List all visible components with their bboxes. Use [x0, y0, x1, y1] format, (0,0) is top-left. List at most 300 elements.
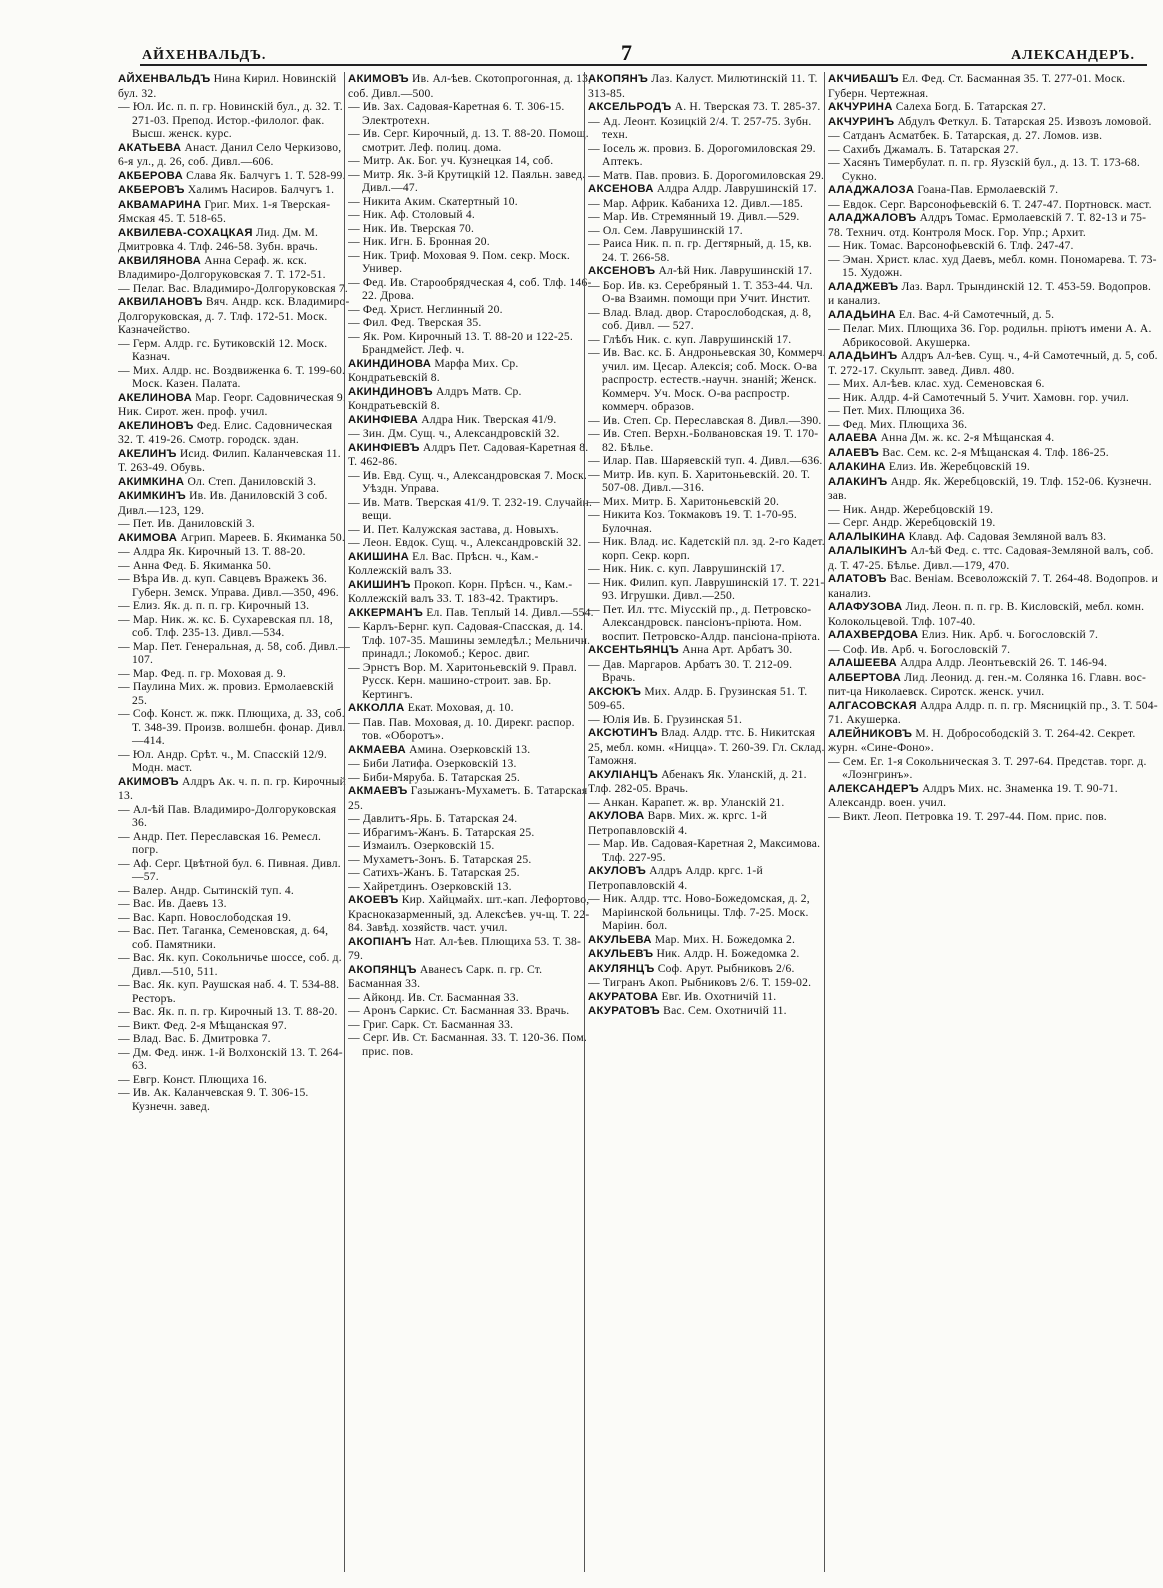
entry-sub-item: — Анкан. Карапет. ж. вр. Уланскій 21. [588, 796, 828, 810]
entry-sub-item: — Пав. Пав. Моховая, д. 10. Дирекг. распор. тов. «Оборотъ». [348, 716, 594, 743]
entry-sub-item: — Фил. Фед. Тверская 35. [348, 316, 594, 330]
directory-entry [118, 447, 350, 475]
directory-entry [828, 544, 1160, 572]
entry-details: Андр. Як. Жеребцовскій, 19. Тлф. 152-06. Кузнечн. зав. [828, 474, 1152, 502]
entry-details: Влад. Алдр. ттс. Б. Никитская 25, мебл. комн. «Ницца». Т. 260-39. Гл. Склад. Таможня. [588, 726, 825, 767]
directory-entry [828, 600, 1160, 628]
entry-details: Алдръ Матв. Ср. Кондратьевскій 8. [348, 384, 522, 412]
entry-surname: АЛАТОВЪ [828, 573, 887, 585]
entry-surname: АКИМОВА [118, 531, 178, 544]
directory-entry [828, 530, 1160, 545]
entry-details: Алдра Алдр. Леонтьевскій 26. Т. 146-94. [900, 656, 1108, 669]
directory-entry [588, 100, 828, 182]
entry-details: Нина Кирил. Новинскій бул. 32. [118, 72, 337, 100]
entry-sub-item: — Дм. Фед. инж. 1-й Волхонскій 13. Т. 264-63. [118, 1046, 350, 1073]
directory-entry [118, 489, 350, 531]
entry-surname: АЛАХВЕРДОВА [828, 629, 919, 641]
entry-sub-item: — Андр. Пет. Переславская 16. Ремесл. погр. [118, 830, 350, 857]
entry-sub-item: — Фед. Ив. Старообрядческая 4, соб. Тлф. 146-22. Дрова. [348, 276, 594, 303]
entry-sub-item: — Юлія Ив. Б. Грузинская 51. [588, 713, 828, 727]
entry-sub-item: — Мар. Ив. Стремянный 19. Дивл.—529. [588, 210, 828, 224]
entry-sub-item: — Ив. Вас. кс. Б. Андроньевская 30, Коммерч. учил. им. Цесар. Алексія; соб. Моск. О-ва распростр. естеств.-научн. знаній; Женск. Коммерч. Уч. Моск. О-ва распростр. коммерч. образов. [588, 346, 828, 414]
entry-sub-item: — Эман. Христ. клас. худ Даевъ, мебл. комн. Пономарева. Т. 73-15. Художн. [828, 253, 1160, 280]
entry-sub-item: — Ник. Триф. Моховая 9. Пом. секр. Моск. Универ. [348, 249, 594, 276]
entry-sub-item: — Сахибъ Джамалъ. Б. Татарская 27. [828, 143, 1160, 157]
entry-details: Елиз. Ив. Жеребцовскій 19. [888, 460, 1031, 473]
entry-surname: АКУЛЬЕВА [588, 933, 652, 946]
entry-surname: АЛАКИНЪ [828, 475, 888, 488]
entry-sub-item: — Пелаг. Вас. Владимиро-Долгоруковская 7. [118, 282, 350, 296]
entry-sub-item: — Тигранъ Акоп. Рыбниковъ 2/6. Т. 159-02. [588, 976, 828, 990]
running-head-right: АЛЕКСАНДЕРЪ. [1011, 48, 1135, 63]
entry-sub-item: — Викт. Леоп. Петровка 19. Т. 297-44. Пом. прис. пов. [828, 810, 1160, 824]
entry-sub-item: — Матв. Пав. провиз. Б. Дорогомиловская 29. [588, 169, 828, 183]
entry-sub-item: — Серг. Ив. Ст. Басманная. 33. Т. 120-36. Пом. прис. пов. [348, 1031, 594, 1058]
entry-sub-item: — Ив. Степ. Ср. Переславская 8. Дивл.—390. [588, 414, 828, 428]
entry-surname: АКИШИНА [348, 550, 410, 563]
directory-entry [588, 685, 828, 727]
entry-sub-item: — Ив. Степ. Верхн.-Болвановская 19. Т. 170-82. Бѣлье. [588, 427, 828, 454]
entry-sub-item: — Мих. Алдр. нс. Воздвиженка 6. Т. 199-60. Моск. Казен. Палата. [118, 364, 350, 391]
entry-surname: АЛАДЖАЛОВЪ [828, 212, 917, 224]
entry-sub-item: — Серг. Андр. Жеребцовскій 19. [828, 516, 1160, 530]
directory-entry [348, 784, 594, 893]
entry-details: Варв. Мих. ж. кргс. 1-й Петропавловскій 4. [588, 809, 768, 837]
entry-sub-item: — Елиз. Як. д. п. п. гр. Кирочный 13. [118, 599, 350, 613]
directory-entry [828, 460, 1160, 475]
entry-details: Соф. Арут. Рыбниковъ 2/6. [657, 961, 795, 975]
entry-details: Алдра Алдр. Лаврушинскій 17. [656, 182, 817, 195]
entry-surname: АКОПЯНЪ [588, 73, 649, 85]
entry-details: Вас. Сем. Охотничій 11. [663, 1004, 787, 1017]
entry-details: Мар. Георг. Садовническая 9. Ник. Сирот. жен. проф. учил. [118, 390, 347, 418]
entry-sub-item: — Митр. Як. 3-й Крутицкій 12. Паяльн. завед. Дивл.—47. [348, 168, 594, 195]
entry-details: Ел. Пав. Теплый 14. Дивл.—554. [426, 605, 594, 619]
directory-entry [118, 391, 350, 419]
directory-entry [588, 264, 828, 643]
entry-sub-item: — Айконд. Ив. Ст. Басманная 33. [348, 991, 594, 1005]
directory-entry [348, 550, 594, 578]
entry-details: Исид. Филип. Каланчевская 11. Т. 263-49. Обувь. [118, 446, 341, 474]
entry-details: Лид. Леон. п. п. гр. В. Кисловскій, мебл. комн. Колокольцевой. Тлф. 107-40. [828, 600, 1145, 628]
directory-entry [828, 446, 1160, 461]
directory-entry [348, 72, 594, 357]
entry-sub-item: — Ив. Серг. Кирочный, д. 13. Т. 88-20. Помощ. смотрит. Леф. полиц. дома. [348, 127, 594, 154]
entry-sub-item: — Ибрагимъ-Жанъ. Б. Татарская 25. [348, 826, 594, 840]
entry-details: Ал-ѣй Ник. Лаврушинскій 17. [658, 264, 813, 277]
entry-surname: АКИМКИНЪ [118, 490, 186, 502]
entry-surname: АКИНДИНОВА [348, 357, 432, 370]
entry-details: Алдръ Пет. Садовая-Каретная 8. Т. 462-86. [348, 440, 589, 468]
directory-entry [828, 211, 1160, 280]
entry-details: Вяч. Андр. кск. Владимиро-Долгоруковская, д. 7. Тлф. 172-51. Моск. Казначейство. [118, 295, 350, 336]
entry-sub-item: — Як. Ром. Кирочный 13. Т. 88-20 и 122-25. Брандмейст. Леф. ч. [348, 330, 594, 357]
entry-sub-item: — Измаилъ. Озерковскій 15. [348, 839, 594, 853]
directory-entry [118, 531, 350, 775]
entry-details: Гоана-Пав. Ермолаевскій 7. [917, 183, 1059, 196]
directory-entry [348, 357, 594, 385]
entry-sub-item: — Аронъ Саркис. Ст. Басманная 33. Врачь. [348, 1004, 594, 1018]
entry-surname: АЛБЕРТОВА [828, 671, 902, 684]
directory-entry [348, 413, 594, 441]
entry-surname: АКСЮКЪ [588, 685, 642, 698]
entry-surname: АЛАШЕЕВА [828, 657, 897, 669]
entry-details: Халимъ Насиров. Балчугъ 1. [187, 183, 335, 196]
entry-details: Ал-ѣй Фед. с. ттс. Садовая-Земляной валъ, соб. д. Т. 47-25. Бѣлье. Дивл.—179, 470. [828, 544, 1154, 572]
entry-sub-item: — Пелаг. Мих. Плющиха 36. Гор. родильн. пріютъ имени А. А. Абрикосовой. Акушерка. [828, 322, 1160, 349]
directory-entry [828, 628, 1160, 656]
directory-entry [588, 933, 828, 948]
entry-details: Алдръ Томас. Ермолаевскій 7. Т. 82-13 и 75-78. Технич. отд. Контроля Моск. Гор. Упр.; Архит. [828, 211, 1147, 239]
entry-details: Ел. Вас. 4-й Самотечный, д. 5. [898, 307, 1055, 321]
entry-sub-item: — Бор. Ив. кз. Серебряный 1. Т. 353-44. Чл. О-ва Взаимн. помощи при Учит. Инстит. [588, 279, 828, 306]
entry-sub-item: — Дав. Маргаров. Арбатъ 30. Т. 212-09. Врачь. [588, 658, 828, 685]
entry-surname: АКИШИНЪ [348, 578, 411, 591]
entry-surname: АКУРАТОВЪ [588, 1005, 661, 1017]
entry-surname: АКУЛЬЕВЪ [588, 948, 654, 960]
directory-entry [118, 419, 350, 447]
entry-sub-item: — Ник. Андр. Жеребцовскій 19. [828, 503, 1160, 517]
directory-entry [118, 775, 350, 1114]
directory-entry [348, 743, 594, 785]
entry-sub-item: — Ив. Евд. Сущ. ч., Александровская 7. Моск. Уѣздн. Управа. [348, 469, 594, 496]
directory-entry [588, 643, 828, 685]
entry-surname: АКСЕНОВЪ [588, 265, 656, 277]
entry-surname: АКЕЛИНОВА [118, 391, 193, 404]
entry-surname: АКСЮТИНЪ [588, 727, 658, 739]
entry-sub-item: — Вас. Як. куп. Раушская наб. 4. Т. 534-88. Ресторъ. [118, 978, 350, 1005]
entry-sub-item: — Ад. Леонт. Козицкій 2/4. Т. 257-75. Зубн. техн. [588, 115, 828, 142]
directory-entry [588, 768, 828, 810]
entry-sub-item: — Мухаметъ-Зонъ. Б. Татарская 25. [348, 853, 594, 867]
entry-sub-item: — Герм. Алдр. гс. Бутиковскій 12. Моск. Казнач. [118, 337, 350, 364]
entry-details: Анна Арт. Арбатъ 30. [682, 643, 793, 656]
entry-surname: АКЕЛИНЪ [118, 447, 177, 460]
running-head-left: АЙХЕНВАЛЬДЪ. [142, 48, 267, 63]
entry-surname: АЛАЛЫКИНЪ [828, 545, 908, 557]
directory-entry [828, 280, 1160, 308]
directory-entry [348, 385, 594, 413]
entry-surname: АКВИЛЕВА-СОХАЦКАЯ [118, 226, 253, 239]
directory-entry [588, 809, 828, 864]
entry-details: Алдръ Ак. ч. п. п. гр. Кирочный 13. [118, 774, 346, 802]
entry-sub-item: — Мар. Ник. ж. кс. Б. Сухаревская пл. 18, соб. Тлф. 235-13. Дивл.—534. [118, 613, 350, 640]
entry-sub-item: — Евдок. Серг. Варсонофьевскій 6. Т. 247-47. Портновск. маст. [828, 198, 1160, 212]
entry-sub-item: — Ник. Игн. Б. Бронная 20. [348, 235, 594, 249]
header-rule [140, 64, 1147, 66]
directory-entry [828, 656, 1160, 671]
entry-sub-item: — И. Пет. Калужская застава, д. Новыхъ. [348, 523, 594, 537]
entry-surname: АККЕРМАНЪ [348, 606, 424, 619]
directory-entry [118, 169, 350, 184]
entry-details: Анаст. Данил Село Черкизово, 6-я ул., д. 26, соб. Дивл.—606. [118, 140, 342, 168]
entry-details: Прокоп. Корн. Прѣсн. ч., Кам.-Коллежскій валъ 33. Т. 183-42. Трактиръ. [348, 577, 573, 605]
directory-entry [588, 72, 828, 100]
entry-sub-item: — Паулина Мих. ж. провиз. Ермолаевскій 25. [118, 680, 350, 707]
entry-details: Анна Дм. ж. кс. 2-я Мѣщанская 4. [880, 431, 1055, 444]
entry-sub-item: — Алдра Як. Кирочный 13. Т. 88-20. [118, 545, 350, 559]
directory-entry [348, 935, 594, 963]
entry-surname: АЛЕЙНИКОВЪ [828, 727, 913, 740]
entry-sub-item: — Мих. Ал-ѣев. клас. худ. Семеновская 6. [828, 377, 1160, 391]
entry-sub-item: — Биби-Мяруба. Б. Татарская 25. [348, 771, 594, 785]
entry-sub-item: — Іосель ж. провиз. Б. Дорогомиловская 29. Аптекъ. [588, 142, 828, 169]
entry-details: Ел. Фед. Ст. Басманная 35. Т. 277-01. Моск. Губерн. Чертежная. [828, 72, 1126, 100]
entry-sub-item: — Соф. Ив. Арб. ч. Богословскій 7. [828, 643, 1160, 657]
entry-sub-item: — Анна Фед. Б. Якиманка 50. [118, 559, 350, 573]
directory-entry [828, 100, 1160, 115]
entry-surname: АЛАКИНА [828, 461, 886, 473]
entry-sub-item: — Влад. Вас. Б. Дмитровка 7. [118, 1032, 350, 1046]
entry-surname: АКУЛЯНЦЪ [588, 962, 655, 975]
entry-surname: АЛЕКСАНДЕРЪ [828, 782, 919, 795]
entry-sub-item: — Эрнстъ Вор. М. Харитоньевскій 9. Правл. Русск. Керн. машино-строит. зав. Бр. Кертингъ. [348, 661, 594, 702]
entry-details: М. Н. Добросободскій 3. Т. 264-42. Секрет. журн. «Сине-Фоно». [828, 726, 1136, 754]
entry-details: Абдулъ Феткул. Б. Татарская 25. Извозъ ломовой. [897, 114, 1152, 128]
entry-details: Ник. Алдр. Н. Божедомка 2. [656, 947, 800, 960]
entry-surname: АКИМКИНА [118, 475, 185, 488]
entry-surname: АЛАДЖАЛОЗА [828, 184, 915, 196]
entry-surname: АКМАЕВА [348, 743, 407, 756]
entry-details: Абенакъ Як. Уланскій, д. 21. Тлф. 282-05. Врачь. [588, 767, 807, 795]
entry-surname: АКОЕВЪ [348, 894, 399, 906]
entry-sub-item: — Мих. Митр. Б. Харитоньевскій 20. [588, 495, 828, 509]
entry-details: Лаз. Варл. Трындинскій 12. Т. 453-59. Водопров. и канализ. [828, 279, 1152, 307]
entry-sub-item: — Илар. Пав. Шаряевскій туп. 4. Дивл.—636. [588, 454, 828, 468]
entry-details: Амина. Озерковскій 13. [409, 742, 531, 756]
directory-entry [828, 308, 1160, 350]
entry-surname: АКБЕРОВА [118, 169, 184, 182]
directory-entry [118, 475, 350, 490]
entry-sub-item: — Мар. Пет. Генеральная, д. 58, соб. Дивл.—107. [118, 640, 350, 667]
entry-sub-item: — Ол. Сем. Лаврушинскій 17. [588, 224, 828, 238]
directory-entry [828, 349, 1160, 431]
entry-details: Алдра Алдр. п. п. гр. Мясницкій пр., 3. Т. 504-71. Акушерка. [828, 698, 1158, 726]
entry-sub-item: — Митр. Ив. куп. Б. Харитоньевскій. 20. Т. 507-08. Дивл.—316. [588, 468, 828, 495]
entry-details: Нат. Ал-ѣев. Плющиха 53. Т. 38-79. [348, 934, 582, 962]
column-2 [348, 72, 594, 1572]
entry-details: А. Н. Тверская 73. Т. 285-37. [674, 100, 821, 113]
entry-sub-item: — Викт. Фед. 2-я Мѣщанская 97. [118, 1019, 350, 1033]
entry-sub-item: — Зин. Дм. Сущ. ч., Александровскій 32. [348, 427, 594, 441]
directory-entry [828, 699, 1160, 727]
entry-surname: АКМАЕВЪ [348, 785, 408, 797]
directory-entry [588, 962, 828, 990]
directory-entry [828, 782, 1160, 824]
directory-columns [118, 72, 1158, 1572]
directory-entry [348, 606, 594, 702]
entry-sub-item: — Евгр. Конст. Плющиха 16. [118, 1073, 350, 1087]
entry-sub-item: — Соф. Конст. ж. пжк. Плющиха, д. 33, соб. Т. 348-39. Произв. волшебн. фонар. Дивл.—414. [118, 707, 350, 748]
entry-details: Екат. Моховая, д. 10. [407, 701, 514, 714]
column-divider [584, 72, 585, 1572]
entry-surname: АЛАДЬИНЪ [828, 350, 898, 362]
entry-sub-item: — Ник. Аф. Столовый 4. [348, 208, 594, 222]
entry-details: Елиз. Ник. Арб. ч. Богословскій 7. [921, 628, 1099, 641]
entry-surname: АЛАЕВЪ [828, 446, 880, 459]
entry-surname: АКАТЬЕВА [118, 141, 182, 154]
entry-sub-item: — Никита Аким. Скатертный 10. [348, 195, 594, 209]
entry-details: Евг. Ив. Охотничій 11. [661, 989, 777, 1003]
entry-sub-item: — Ал-ѣй Пав. Владимиро-Долгоруковская 36. [118, 803, 350, 830]
entry-sub-item: — Ник. Филип. куп. Лаврушинскій 17. Т. 221-93. Игрушки. Дивл.—250. [588, 576, 828, 603]
entry-sub-item: — Пет. Мих. Плющиха 36. [828, 404, 1160, 418]
entry-details: Вас. Сем. кс. 2-я Мѣщанская 4. Тлф. 186-25. [882, 445, 1109, 459]
entry-sub-item: — Сем. Ег. 1-я Сокольническая 3. Т. 297-64. Представ. торг. д. «Лоэнгринъ». [828, 755, 1160, 782]
entry-details: Кир. Хайцмайх. шт.-кап. Лефортово, Красноказарменный, зд. Алексѣев. уч-щ. Т. 22-84. Завѣд. хозяйств. част. учил. [348, 893, 590, 934]
entry-surname: АККОЛЛА [348, 702, 405, 714]
entry-details: Вас. Веніам. Всеволожскій 7. Т. 264-48. Водопров. и канализ. [828, 572, 1158, 600]
entry-sub-item: — Мар. Фед. п. гр. Моховая д. 9. [118, 667, 350, 681]
entry-details: Марфа Мих. Ср. Кондратьевскій 8. [348, 356, 519, 384]
entry-surname: АКУЛІАНЦЪ [588, 768, 659, 781]
entry-sub-item: — Григ. Сарк. Ст. Басманная 33. [348, 1018, 594, 1032]
entry-sub-item: — Ник. Ив. Тверская 70. [348, 222, 594, 236]
directory-entry [118, 183, 350, 198]
directory-entry [828, 431, 1160, 446]
entry-surname: АЛАЕВА [828, 432, 878, 444]
directory-entry [588, 182, 828, 264]
entry-surname: АКЧИБАШЪ [828, 73, 899, 85]
entry-sub-item: — Ник. Алдр. 4-й Самотечный 5. Учит. Хамовн. гор. учил. [828, 391, 1160, 405]
entry-sub-item: — Вас. Як. п. п. гр. Кирочный 13. Т. 88-20. [118, 1005, 350, 1019]
entry-surname: АКУЛОВЪ [588, 865, 647, 877]
entry-sub-item: — Сатихъ-Жанъ. Б. Татарская 25. [348, 866, 594, 880]
directory-entry [118, 198, 350, 226]
directory-entry [348, 893, 594, 935]
directory-entry [348, 441, 594, 550]
entry-sub-item: — Биби Латифа. Озерковскій 13. [348, 757, 594, 771]
entry-sub-item: — Сатданъ Асматбек. Б. Татарская, д. 27. Ломов. изв. [828, 129, 1160, 143]
entry-sub-item: — Фед. Мих. Плющиха 36. [828, 418, 1160, 432]
entry-sub-item: — Ник. Ник. с. куп. Лаврушинскій 17. [588, 562, 828, 576]
entry-surname: АЛАДЖЕВЪ [828, 280, 899, 293]
entry-surname: АКЕЛИНОВЪ [118, 419, 194, 432]
entry-details: Алдръ Алдр. кргс. 1-й Петропавловскій 4. [588, 864, 763, 892]
directory-entry [348, 701, 594, 743]
entry-sub-item: — Ник. Томас. Варсонофьевскій 6. Тлф. 247-47. [828, 239, 1160, 253]
entry-sub-item: — Хайретдинъ. Озерковскій 13. [348, 880, 594, 894]
entry-sub-item: — Леон. Евдок. Сущ. ч., Александровскій 32. [348, 536, 594, 550]
entry-sub-item: — Вѣра Ив. д. куп. Савцевъ Вражекъ 36. Губерн. Земск. Управа. Дивл.—350, 496. [118, 572, 350, 599]
entry-surname: АЛАФУЗОВА [828, 601, 903, 613]
entry-sub-item: — Ив. Зах. Садовая-Каретная 6. Т. 306-15. Электротехн. [348, 100, 594, 127]
entry-details: Ол. Степ. Даниловскій 3. [187, 474, 317, 488]
entry-surname: АКИНДИНОВЪ [348, 385, 433, 398]
entry-sub-item: — Никита Коз. Токмаковъ 19. Т. 1-70-95. Булочная. [588, 508, 828, 535]
entry-details: Алдра Ник. Тверская 41/9. [421, 412, 557, 426]
directory-entry [588, 726, 828, 768]
entry-details: Лид. Леонид. д. ген.-м. Солянка 16. Главн. вос-пит-ца Николаевск. Сиротск. женск. учил. [828, 670, 1147, 698]
entry-surname: АКСЕНТЬЯНЦЪ [588, 644, 679, 656]
directory-entry [118, 295, 350, 391]
entry-surname: АКВАМАРИНА [118, 198, 202, 211]
directory-entry [588, 990, 828, 1005]
entry-surname: АКУЛОВА [588, 810, 645, 822]
entry-sub-item: — Аф. Серг. Цвѣтной бул. 6. Пивная. Дивл.—57. [118, 857, 350, 884]
entry-sub-item: — Вас. Карп. Новослободская 19. [118, 911, 350, 925]
entry-surname: АКСЕЛЬРОДЪ [588, 101, 672, 113]
entry-details: Лид. Дм. М. Дмитровка 4. Тлф. 246-58. Зубн. врачь. [118, 225, 319, 253]
directory-entry [118, 72, 350, 141]
entry-surname: АЛГАСОВСКАЯ [828, 699, 917, 712]
entry-sub-item: — Карлъ-Бернг. куп. Садовая-Спасская, д. 14. Тлф. 107-35. Машины земледѣл.; Мельничн. принадл.; Локомоб.; Керос. двиг. [348, 620, 594, 661]
column-3 [588, 72, 828, 1572]
entry-sub-item: — Вас. Ив. Даевъ 13. [118, 897, 350, 911]
entry-details: Григ. Мих. 1-я Тверская-Ямская 45. Т. 518-65. [118, 197, 331, 225]
entry-details: Ел. Вас. Прѣсн. ч., Кам.-Коллежскій валъ 33. [348, 549, 539, 577]
entry-sub-item: — Пет. Ив. Даниловскій 3. [118, 517, 350, 531]
entry-sub-item: — Мар. Африк. Кабаниха 12. Дивл.—185. [588, 197, 828, 211]
entry-sub-item: — Ник. Алдр. ттс. Ново-Божедомская, д. 2, Маріинской больницы. Тлф. 7-25. Моск. Маріин. бол. [588, 892, 828, 933]
entry-sub-item: — Пет. Ил. ттс. Міусскій пр., д. Петровско-Александровск. пансіонъ-пріюта. Ном. воспит. Петровско-Алдр. пансіона-пріюта. [588, 603, 828, 644]
entry-surname: АЛАДЬИНА [828, 308, 896, 321]
entry-details: Аванесъ Сарк. п. гр. Ст. Басманная 33. [348, 962, 543, 990]
entry-details: Агрип. Мареев. Б. Якиманка 50. [180, 530, 345, 544]
entry-details: Анна Сераф. ж. кск. Владимиро-Долгоруковская 7. Т. 172-51. [118, 253, 326, 281]
entry-surname: АКУРАТОВА [588, 990, 659, 1003]
directory-entry [828, 475, 1160, 530]
directory-entry [348, 963, 594, 1059]
directory-entry [828, 183, 1160, 211]
entry-surname: АЙХЕНВАЛЬДЪ [118, 73, 211, 85]
entry-sub-item: — Ив. Матв. Тверская 41/9. Т. 232-19. Случайн. вещи. [348, 496, 594, 523]
column-divider [824, 72, 825, 1572]
entry-details: Газыжанъ-Мухаметъ. Б. Татарская 25. [348, 784, 588, 812]
directory-entry [828, 671, 1160, 699]
directory-entry [588, 864, 828, 933]
directory-entry [348, 578, 594, 606]
entry-sub-item: — Хасянъ Тимербулат. п. п. гр. Яузскій бул., д. 13. Т. 173-68. Сукно. [828, 156, 1160, 183]
directory-entry [828, 727, 1160, 782]
entry-details: Фед. Елис. Садовническая 32. Т. 419-26. Смотр. городск. здан. [118, 418, 333, 446]
entry-details: Слава Як. Балчугъ 1. Т. 528-99. [186, 168, 346, 182]
entry-surname: АКОПЯНЦЪ [348, 963, 417, 976]
entry-sub-item: — Валер. Андр. Сытинскій туп. 4. [118, 884, 350, 898]
entry-sub-item: — Раиса Ник. п. п. гр. Дегтярный, д. 15, кв. 24. Т. 266-58. [588, 237, 828, 264]
column-1 [118, 72, 350, 1572]
directory-entry [588, 1004, 828, 1019]
entry-sub-item: — Юл. Андр. Срѣт. ч., М. Спасскій 12/9. Модн. маст. [118, 748, 350, 775]
entry-surname: АКЧУРИНА [828, 101, 893, 113]
entry-sub-item: — Глѣбъ Ник. с. куп. Лаврушинскій 17. [588, 333, 828, 347]
entry-details: Мар. Мих. Н. Божедомка 2. [654, 932, 796, 946]
directory-entry [828, 572, 1160, 600]
entry-sub-item: — Вас. Як. куп. Сокольничье шоссе, соб. д. Дивл.—510, 511. [118, 951, 350, 978]
entry-surname: АКВИЛЯНОВА [118, 254, 202, 267]
page-number: 7 [621, 40, 632, 65]
entry-sub-item: — Фед. Христ. Неглинный 20. [348, 303, 594, 317]
entry-sub-item: — Влад. Влад. двор. Старослободская, д. 8, соб. Дивл. — 527. [588, 306, 828, 333]
entry-surname: АКСЕНОВА [588, 183, 654, 195]
directory-entry [828, 72, 1160, 100]
entry-surname: АКИНФІЕВЪ [348, 441, 420, 454]
entry-surname: АКИМОВЪ [348, 73, 409, 85]
entry-sub-item: — Митр. Ак. Бог. уч. Кузнецкая 14, соб. [348, 154, 594, 168]
entry-sub-item: — Ник. Влад. ис. Кадетскій пл. зд. 2-го Кадет. корп. Секр. корп. [588, 535, 828, 562]
entry-surname: АКЧУРИНЪ [828, 115, 895, 128]
entry-surname: АКОПІАНЪ [348, 935, 412, 948]
entry-details: Лаз. Калуст. Милютинскій 11. Т. 313-85. [588, 72, 818, 100]
column-4 [828, 72, 1160, 1572]
entry-details: Алдръ Мих. нс. Знаменка 19. Т. 90-71. Александр. воен. учил. [828, 781, 1118, 809]
directory-entry [828, 115, 1160, 184]
entry-sub-item: — Ив. Ак. Каланчевская 9. Т. 306-15. Кузнечн. завед. [118, 1086, 350, 1113]
directory-entry [588, 947, 828, 962]
entry-surname: АКИНФІЕВА [348, 413, 419, 426]
entry-surname: АКВИЛАНОВЪ [118, 296, 203, 308]
entry-surname: АКБЕРОВЪ [118, 184, 185, 196]
